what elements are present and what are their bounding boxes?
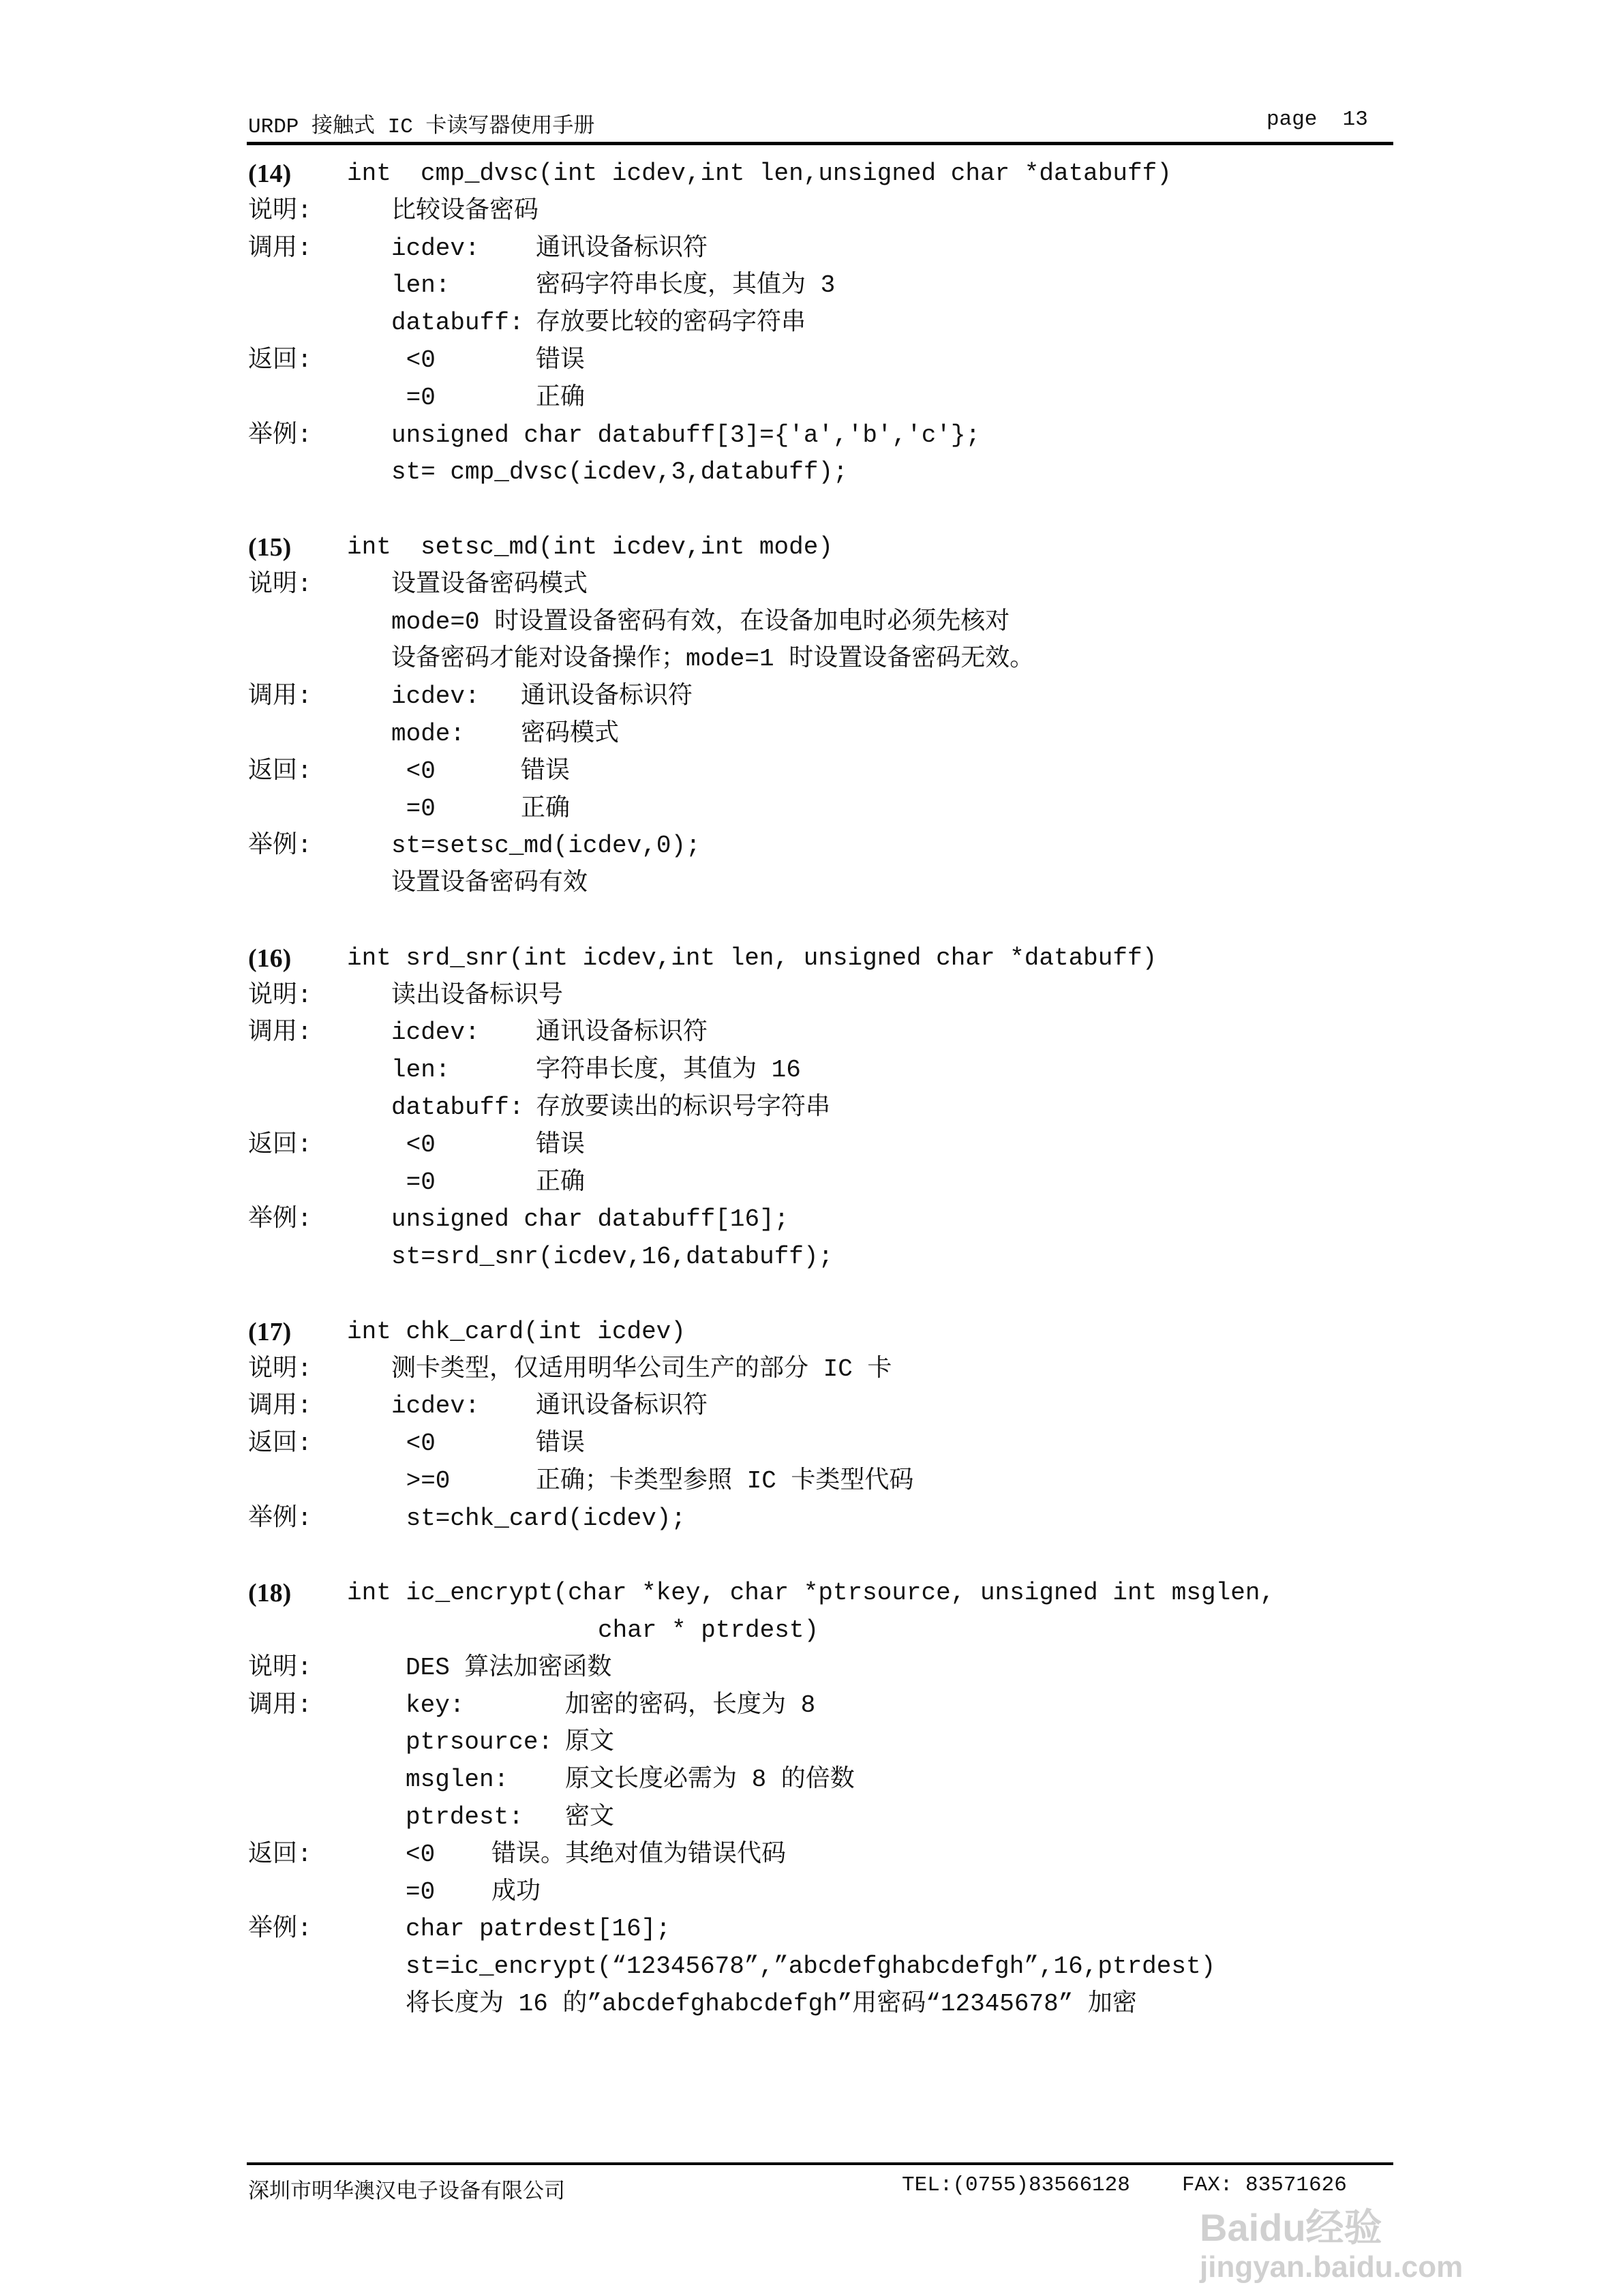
row-description: 加密的密码，长度为 8: [565, 1691, 816, 1719]
doc-row: [0, 380, 1623, 417]
doc-row: [0, 1164, 1623, 1202]
row-description: 错误: [536, 346, 586, 374]
row-description: 字符串长度，其值为 16: [536, 1056, 801, 1085]
row-param: ptrdest:: [406, 1803, 524, 1832]
row-param: 设备密码才能对设备操作；mode=1 时设置设备密码无效。: [391, 645, 1035, 674]
row-param: st=chk_card(icdev);: [391, 1504, 686, 1532]
row-param: =0: [406, 1877, 436, 1906]
row-description: 密文: [565, 1803, 615, 1832]
doc-row: [0, 1687, 1623, 1725]
row-label: 调用:: [248, 234, 312, 262]
row-param: =0: [391, 794, 436, 823]
doc-row: [0, 865, 1623, 903]
row-label: 说明:: [248, 1355, 312, 1383]
row-param: <0: [391, 1130, 436, 1159]
baidu-watermark-url: jingyan.baidu.com: [1200, 2250, 1463, 2284]
function-number: (18): [248, 1579, 292, 1608]
function-signature: char * ptrdest): [598, 1616, 819, 1645]
doc-row: [0, 1986, 1623, 2023]
doc-row: [0, 1463, 1623, 1500]
row-param: <0: [391, 757, 436, 785]
row-param: >=0: [391, 1466, 451, 1495]
row-param: st=srd_snr(icdev,16,databuff);: [391, 1243, 834, 1271]
function-number: (15): [248, 532, 292, 562]
row-param: char patrdest[16];: [406, 1915, 671, 1944]
row-param: ptrsource:: [406, 1728, 553, 1757]
function-number: (17): [248, 1317, 292, 1346]
doc-row: [0, 1089, 1623, 1127]
signature-line: [0, 940, 1623, 978]
row-description: 正确: [536, 383, 586, 412]
row-label: 调用:: [248, 1691, 312, 1719]
doc-row: [0, 1724, 1623, 1762]
footer-tel: TEL:(0755)83566128: [902, 2173, 1130, 2197]
function-section: [0, 1314, 1623, 1538]
row-label: 举例:: [248, 1915, 312, 1944]
doc-row: [0, 1425, 1623, 1463]
row-description: 错误: [536, 1130, 586, 1159]
row-description: 原文: [565, 1728, 615, 1757]
doc-row: [0, 342, 1623, 380]
row-param: mode=0 时设置设备密码有效，在设备加电时必须先核对: [391, 607, 1010, 636]
row-label: 返回:: [248, 1430, 312, 1458]
doc-row: [0, 753, 1623, 791]
row-label: 说明:: [248, 981, 312, 1010]
row-description: 正确: [536, 1168, 586, 1196]
row-label: 举例:: [248, 421, 312, 449]
row-description: 存放要读出的标识号字符串: [536, 1093, 831, 1121]
footer-company: 深圳市明华澳汉电子设备有限公司: [248, 2181, 565, 2205]
row-param: icdev:: [391, 682, 480, 711]
row-param: icdev:: [391, 234, 480, 262]
doc-row: [0, 1201, 1623, 1239]
row-label: 返回:: [248, 1130, 312, 1159]
row-description: 密码字符串长度，其值为 3: [536, 271, 836, 300]
doc-row: [0, 417, 1623, 455]
row-param: 设置设备密码有效: [391, 869, 588, 898]
doc-row: [0, 1874, 1623, 1912]
function-section: [0, 155, 1623, 492]
signature-line: [0, 1612, 1623, 1650]
row-description: 错误。其绝对值为错误代码: [491, 1840, 787, 1869]
page-number: page 13: [1266, 108, 1368, 132]
row-param: len:: [391, 271, 451, 300]
doc-row: [0, 716, 1623, 753]
row-param: len:: [391, 1056, 451, 1085]
row-description: 错误: [521, 757, 571, 785]
row-label: 返回:: [248, 1840, 312, 1869]
footer-fax: FAX: 83571626: [1182, 2173, 1347, 2197]
doc-row: [0, 567, 1623, 604]
row-label: 举例:: [248, 1205, 312, 1234]
row-param: 读出设备标识号: [391, 981, 564, 1010]
row-description: 正确；卡类型参照 IC 卡类型代码: [536, 1466, 914, 1495]
doc-row: [0, 678, 1623, 716]
doc-row: [0, 641, 1623, 678]
row-param: =0: [391, 1168, 436, 1196]
row-description: 错误: [536, 1430, 586, 1458]
doc-row: [0, 193, 1623, 230]
signature-line: [0, 529, 1623, 567]
doc-row: [0, 828, 1623, 865]
row-param: DES 算法加密函数: [406, 1653, 612, 1682]
row-label: 返回:: [248, 757, 312, 785]
signature-line: [0, 1314, 1623, 1351]
row-param: 测卡类型，仅适用明华公司生产的部分 IC 卡: [391, 1355, 892, 1383]
row-param: 比较设备密码: [391, 196, 539, 225]
row-param: st=ic_encrypt(“12345678”,”abcdefghabcdefgh”,16,ptrdest): [406, 1952, 1216, 1981]
row-param: <0: [391, 1430, 436, 1458]
row-param: st= cmp_dvsc(icdev,3,databuff);: [391, 458, 848, 487]
document-body: [0, 155, 1623, 2061]
function-signature: int srd_snr(int icdev,int len, unsigned char *databuff): [347, 943, 1157, 972]
row-description: 通讯设备标识符: [536, 1392, 708, 1421]
row-param: databuff:: [391, 1093, 524, 1121]
doc-row: [0, 978, 1623, 1015]
doc-row: [0, 1127, 1623, 1164]
doc-row: [0, 1500, 1623, 1538]
doc-row: [0, 1799, 1623, 1837]
row-param: key:: [406, 1691, 465, 1719]
doc-row: [0, 791, 1623, 828]
doc-row: [0, 1911, 1623, 1948]
doc-row: [0, 604, 1623, 641]
row-label: 说明:: [248, 1653, 312, 1682]
row-description: 通讯设备标识符: [521, 682, 693, 711]
row-description: 通讯设备标识符: [536, 234, 708, 262]
row-description: 通讯设备标识符: [536, 1018, 708, 1047]
doc-row: [0, 1052, 1623, 1089]
row-param: icdev:: [391, 1018, 480, 1047]
function-signature: int cmp_dvsc(int icdev,int len,unsigned char *databuff): [347, 160, 1172, 187]
row-label: 说明:: [248, 196, 312, 225]
row-description: 正确: [521, 794, 571, 823]
doc-row: [0, 1014, 1623, 1052]
row-description: 密码模式: [521, 719, 620, 748]
function-signature: int ic_encrypt(char *key, char *ptrsource, unsigned int msglen,: [347, 1579, 1275, 1607]
doc-row: [0, 1837, 1623, 1874]
function-section: [0, 940, 1623, 1276]
row-description: 存放要比较的密码字符串: [536, 309, 806, 337]
doc-row: [0, 1948, 1623, 1986]
baidu-watermark-logo: Baidu经验: [1200, 2206, 1382, 2249]
row-label: 说明:: [248, 570, 312, 599]
footer-divider: [247, 2162, 1393, 2165]
doc-row: [0, 1762, 1623, 1799]
row-param: st=setsc_md(icdev,0);: [391, 832, 701, 860]
header-title: URDP 接触式 IC 卡读写器使用手册: [248, 115, 595, 139]
doc-row: [0, 1239, 1623, 1276]
doc-row: [0, 1388, 1623, 1425]
function-section: [0, 1575, 1623, 2023]
row-label: 调用:: [248, 1018, 312, 1047]
row-param: databuff:: [391, 309, 524, 337]
doc-row: [0, 454, 1623, 492]
function-signature: int chk_card(int icdev): [347, 1317, 686, 1346]
function-section: [0, 529, 1623, 903]
row-param: unsigned char databuff[3]={'a','b','c'};: [391, 421, 981, 449]
row-label: 调用:: [248, 682, 312, 711]
row-param: <0: [406, 1840, 436, 1869]
row-label: 举例:: [248, 832, 312, 860]
function-number: (16): [248, 943, 292, 973]
function-signature: int setsc_md(int icdev,int mode): [347, 532, 833, 561]
doc-row: [0, 230, 1623, 268]
header-divider: [247, 142, 1393, 145]
row-param: unsigned char databuff[16];: [391, 1205, 789, 1234]
signature-line: [0, 1575, 1623, 1612]
row-param: 将长度为 16 的”abcdefghabcdefgh”用密码“12345678” 加密: [406, 1990, 1137, 2019]
row-param: mode:: [391, 719, 466, 748]
row-label: 返回:: [248, 346, 312, 374]
doc-row: [0, 1650, 1623, 1687]
row-description: 原文长度必需为 8 的倍数: [565, 1766, 855, 1794]
row-param: =0: [391, 383, 436, 412]
row-label: 调用:: [248, 1392, 312, 1421]
row-description: 成功: [491, 1877, 541, 1906]
signature-line: [0, 155, 1623, 193]
function-number: (14): [248, 160, 292, 188]
row-param: 设置设备密码模式: [391, 570, 588, 599]
doc-row: [0, 1351, 1623, 1389]
row-label: 举例:: [248, 1504, 312, 1532]
row-param: icdev:: [391, 1392, 480, 1421]
doc-row: [0, 267, 1623, 305]
row-param: <0: [391, 346, 436, 374]
doc-row: [0, 305, 1623, 342]
row-param: msglen:: [406, 1766, 509, 1794]
